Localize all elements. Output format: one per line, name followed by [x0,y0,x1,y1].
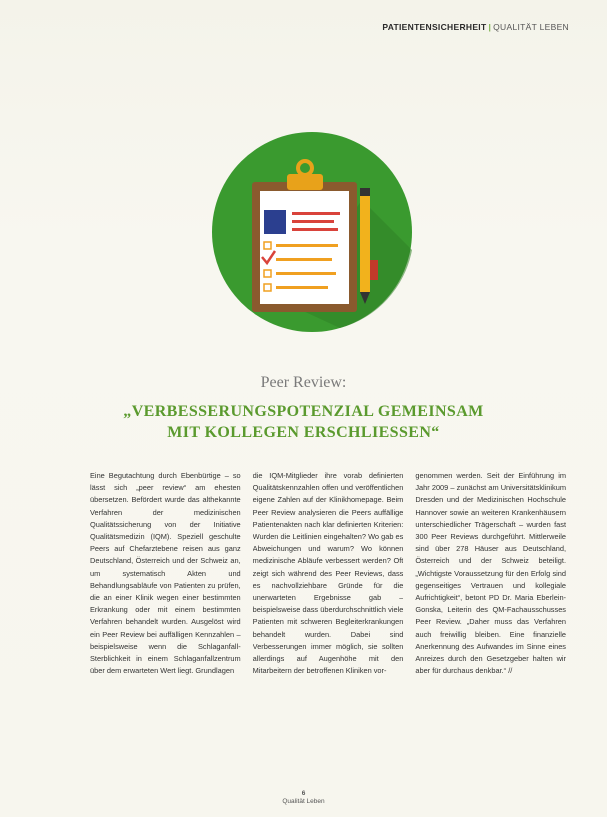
text-column-1: Eine Begutachtung durch Ebenbürtige – so lässt sich „peer review“ am ehesten übersetzen. Befördert wurde das althekannte Verfahren der medizinischen Qualitätssicherung von der Initiative Qualitätsmedizin (IQM). Speziell geschulte Peers auf Chefarztebene reisen aus ganz Deutschland, Österreich und der Schweiz an, um systematisch Akten und Behandlungsabläufe von Patienten zu prüfen, die an einer Klinik wegen einer bestimmten Erkrankung oder mit einem bestimmten Verfahren behandelt wurden. Ausgelöst wird ein Peer Review bei auffälligen Kennzahlen – beispielsweise wenn die Schlaganfall-Sterblichkeit in einem Schlaganfallzentrum über dem erwarteten Wert liegt. Grundlagen [90,471,241,676]
paper-photo-block [264,210,286,234]
pencil-cap [360,188,370,196]
article-body [90,470,566,768]
header-separator: | [488,22,492,32]
headline-line: MIT KOLLEGEN ERSCHLIESSEN“ [167,424,440,441]
text-column-3: genommen werden. Seit der Einführung im Jahr 2009 – zunächst am Universitätsklinikum Dresden und der Medizinischen Hochschule Hannover sowie an weiteren Krankenhäusern unterschiedlicher Trägerschaft – wurden fast 300 Peer Reviews durchgeführt. Mittlerweile sind über 278 Häuser aus Deutschland, Österreich und der Schweiz beteiligt. „Wichtigste Voraussetzung für den Erfolg sind gegenseitiges Vertrauen und kollegiale Aufrichtigkeit“, betont PD Dr. Maria Eberlein-Gonska, Leiterin des QM-Fachausschusses Peer Review. „Daher muss das Verfahren auch freiwillig bleiben. Eine finanzielle Anerkennung des Aufwandes im Sinne eines Anreizes durch den Gesetzgeber halten wir aber für durchaus denkbar.“ // [415,471,567,676]
paper-red-line [292,220,334,223]
paper-red-line [292,228,338,231]
checklist-line [276,286,328,289]
pencil-clip [370,260,378,280]
checklist-line [276,258,332,261]
checklist-line [276,244,338,247]
page-footer [0,790,607,806]
article-headline [0,401,607,443]
publication-name: Qualität Leben [282,798,325,805]
page-header [382,22,569,32]
subsection-label: QUALITÄT LEBEN [493,22,569,32]
headline-line: „VERBESSERUNGSPOTENZIAL GEMEINSAM [123,403,484,420]
clipboard-checklist-pencil-icon [212,132,412,332]
text-column-2: die IQM-Mitglieder ihre vorab definierten Qualitätskennzahlen offen und veröffentlichen eigene Zahlen auf der Klinikhomepage. Beim Peer Review analysieren die Peers auffällige Patientenakten nach klar definierten Kriterien: Wurden die Leitlinien eingehalten? Wo gab es Abweichungen und warum? Wo können medizinische Abläufe verbessert werden? Oft zeigt sich während des Peer Reviews, dass es nachvollziehbare Gründe für die unerwarteten Ergebnisse gab – beispielsweise dass überdurchschnittlich viele Patienten mit schweren Begleiterkrankungen behandelt wurden. Dabei sind Verbesserungen immer möglich, sie sollten allerdings auf Augenhöhe mit den Mitarbeitern der betroffenen Kliniken vor- [252,471,404,676]
page-number: 6 [301,790,306,797]
pencil-body [360,194,370,292]
paper-red-line [292,212,340,215]
article-kicker: Peer Review: [260,374,347,391]
section-label: PATIENTENSICHERHEIT [382,22,487,32]
checklist-line [276,272,336,275]
